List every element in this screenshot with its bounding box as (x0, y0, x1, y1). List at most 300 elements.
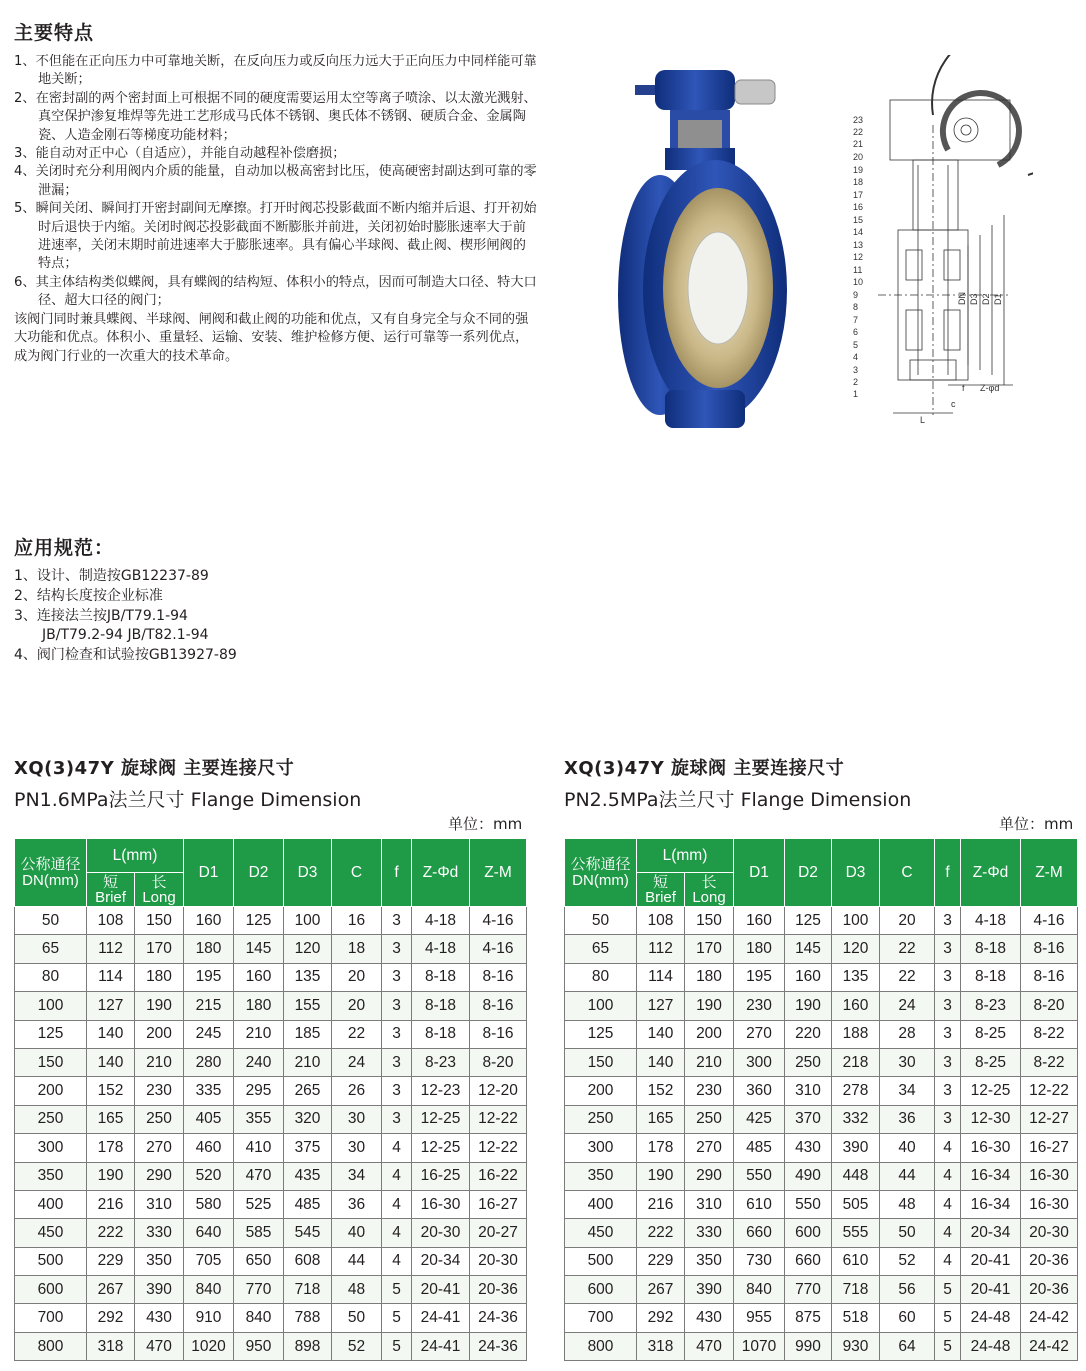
part-label: 21 (853, 139, 864, 149)
dim-label: L (920, 415, 926, 425)
table-cell: 718 (832, 1276, 880, 1304)
table-cell: 4-16 (1021, 907, 1078, 935)
table-cell: 8-18 (412, 963, 470, 991)
table-cell: 229 (87, 1247, 135, 1275)
table-row (15, 1020, 527, 1048)
table-cell: 8-18 (412, 1020, 470, 1048)
table-cell: 267 (87, 1276, 135, 1304)
table-cell: 600 (785, 1219, 832, 1247)
table-cell: 8-25 (961, 1048, 1021, 1076)
table-cell: 430 (685, 1304, 734, 1332)
table-cell: 450 (15, 1219, 87, 1247)
table-cell: 267 (637, 1276, 685, 1304)
table-cell: 310 (685, 1190, 734, 1218)
table-cell: 3 (382, 963, 412, 991)
table-cell: 120 (284, 935, 332, 963)
table-row (15, 1077, 527, 1105)
table-cell: 800 (565, 1332, 637, 1360)
table-cell: 270 (734, 1020, 785, 1048)
table-cell: 8-16 (470, 992, 527, 1020)
table-cell: 16-27 (1021, 1134, 1078, 1162)
table-cell: 425 (734, 1105, 785, 1133)
table-cell: 120 (832, 935, 880, 963)
dim-label: f (962, 383, 965, 393)
table-cell: 580 (184, 1190, 234, 1218)
table-cell: 875 (785, 1304, 832, 1332)
d3-header: D3 (832, 839, 880, 907)
table-cell: 350 (685, 1247, 734, 1275)
part-label: 22 (853, 127, 864, 137)
table-cell: 165 (87, 1105, 135, 1133)
table-cell: 20-30 (470, 1247, 527, 1275)
table-row (565, 1134, 1078, 1162)
table-cell: 8-23 (412, 1048, 470, 1076)
table-cell: 3 (382, 935, 412, 963)
table-cell: 16-34 (961, 1190, 1021, 1218)
table-cell: 660 (785, 1247, 832, 1275)
table-cell: 125 (234, 907, 284, 935)
c-header: C (880, 839, 935, 907)
table-cell: 4-16 (470, 935, 527, 963)
table-cell: 318 (637, 1332, 685, 1360)
table-cell: 1020 (184, 1332, 234, 1360)
part-label: 20 (853, 152, 864, 162)
long-header (135, 873, 184, 907)
table-row (565, 1020, 1078, 1048)
table1-title: XQ(3)47Y 旋球阀 主要连接尺寸 (14, 758, 295, 779)
table-cell: 610 (734, 1190, 785, 1218)
table-cell: 3 (935, 1020, 961, 1048)
table-cell: 390 (135, 1276, 184, 1304)
table-cell: 20-27 (470, 1219, 527, 1247)
table-cell: 140 (637, 1048, 685, 1076)
table-cell: 295 (234, 1077, 284, 1105)
table-cell: 400 (15, 1190, 87, 1218)
part-label: 6 (853, 327, 859, 337)
table-cell: 114 (87, 963, 135, 991)
table-cell: 4-18 (961, 907, 1021, 935)
table-cell: 20-30 (1021, 1219, 1078, 1247)
table-cell: 350 (565, 1162, 637, 1190)
feature-summary: 该阀门同时兼具蝶阀、半球阀、闸阀和截止阀的功能和优点，又有自身完全与众不同的强大功能和优点。体积小、重量轻、运输、安装、维护检修方便、运行可靠等一系列优点，成为阀门行业的一次重大的技术革命。 (14, 311, 529, 364)
table-cell: 500 (15, 1247, 87, 1275)
table-cell: 195 (734, 963, 785, 991)
table-cell: 16-34 (961, 1162, 1021, 1190)
table-cell: 20 (332, 992, 382, 1020)
table-cell: 3 (382, 1020, 412, 1048)
table-cell: 4 (382, 1219, 412, 1247)
table-cell: 12-25 (412, 1105, 470, 1133)
table-cell: 350 (15, 1162, 87, 1190)
table-cell: 34 (880, 1077, 935, 1105)
z-m-header: Z-M (1021, 839, 1078, 907)
table-cell: 180 (734, 935, 785, 963)
part-label: 7 (853, 315, 859, 325)
table-cell: 355 (234, 1105, 284, 1133)
part-label: 19 (853, 165, 864, 175)
feature-item: 3、能自动对正中心（自适应），并能自动越程补偿磨损； (14, 146, 346, 162)
c-header: C (332, 839, 382, 907)
table-cell: 910 (184, 1304, 234, 1332)
table-cell: 16 (332, 907, 382, 935)
table-cell: 16-25 (412, 1162, 470, 1190)
table-cell: 229 (637, 1247, 685, 1275)
table-cell: 200 (135, 1020, 184, 1048)
table-cell: 180 (234, 992, 284, 1020)
spec-item: 4、阀门检查和试验按GB13927-89 (14, 647, 237, 664)
features-title: 主要特点 (14, 22, 95, 44)
table-cell: 16-30 (1021, 1190, 1078, 1218)
flange-table-pn16 (14, 838, 527, 1361)
table-row (565, 1219, 1078, 1247)
table-cell: 8-16 (1021, 963, 1078, 991)
table-cell: 160 (734, 907, 785, 935)
valve-photo (600, 60, 800, 440)
table-cell: 8-18 (412, 992, 470, 1020)
table-cell: 5 (935, 1304, 961, 1332)
table-cell: 28 (880, 1020, 935, 1048)
table-cell: 155 (284, 992, 332, 1020)
table-cell: 24-42 (1021, 1304, 1078, 1332)
table-row (15, 1304, 527, 1332)
table-cell: 450 (565, 1219, 637, 1247)
table-cell: 12-30 (961, 1105, 1021, 1133)
table-cell: 4 (382, 1134, 412, 1162)
table-cell: 5 (935, 1276, 961, 1304)
feature-item: 1、不但能在正向压力中可靠地关断，在反向压力或反向压力远大于正向压力中同样能可靠地关断； (14, 54, 537, 88)
table-row (15, 1332, 527, 1360)
table-cell: 64 (880, 1332, 935, 1360)
part-label: 3 (853, 365, 859, 375)
table-row (565, 1247, 1078, 1275)
table-cell: 12-25 (412, 1134, 470, 1162)
table-cell: 24 (332, 1048, 382, 1076)
short-header-cn: 短 (652, 873, 668, 891)
table-cell: 330 (135, 1219, 184, 1247)
table-cell: 48 (332, 1276, 382, 1304)
short-header-en: Brief (95, 888, 126, 906)
table-cell: 30 (880, 1048, 935, 1076)
table-cell: 470 (685, 1332, 734, 1360)
table-cell: 240 (234, 1048, 284, 1076)
table-cell: 290 (685, 1162, 734, 1190)
table-cell: 145 (234, 935, 284, 963)
table-cell: 22 (332, 1020, 382, 1048)
part-label: 1 (853, 389, 859, 399)
table-cell: 140 (637, 1020, 685, 1048)
spec-title: 应用规范： (14, 537, 115, 559)
table-cell: 705 (184, 1247, 234, 1275)
table-cell: 700 (15, 1304, 87, 1332)
table-row (15, 1219, 527, 1247)
table-cell: 200 (565, 1077, 637, 1105)
table-cell: 700 (565, 1304, 637, 1332)
table-cell: 3 (935, 1077, 961, 1105)
table-cell: 390 (685, 1276, 734, 1304)
table-cell: 490 (785, 1162, 832, 1190)
table-cell: 525 (234, 1190, 284, 1218)
table-cell: 12-22 (470, 1134, 527, 1162)
table-cell: 180 (184, 935, 234, 963)
table-cell: 430 (135, 1304, 184, 1332)
table-cell: 218 (832, 1048, 880, 1076)
table-row (15, 1162, 527, 1190)
table-cell: 5 (935, 1332, 961, 1360)
l-header: L(mm) (637, 839, 734, 873)
table-cell: 320 (284, 1105, 332, 1133)
table-cell: 210 (234, 1020, 284, 1048)
table-cell: 3 (935, 907, 961, 935)
table-cell: 12-25 (961, 1077, 1021, 1105)
part-label: 2 (853, 377, 859, 387)
part-label: 15 (853, 215, 864, 225)
table-cell: 20-41 (961, 1276, 1021, 1304)
part-label: 12 (853, 252, 864, 262)
table-cell: 3 (382, 992, 412, 1020)
table-cell: 410 (234, 1134, 284, 1162)
table1-unit: 单位：mm (448, 815, 523, 833)
table-cell: 24-36 (470, 1304, 527, 1332)
table-row (15, 1048, 527, 1076)
table-cell: 292 (637, 1304, 685, 1332)
table-cell: 3 (382, 1105, 412, 1133)
table-cell: 485 (734, 1134, 785, 1162)
table-cell: 108 (637, 907, 685, 935)
table-cell: 112 (637, 935, 685, 963)
valve-drawing (848, 55, 1033, 430)
table-cell: 788 (284, 1304, 332, 1332)
table-row (565, 935, 1078, 963)
dn-header (15, 839, 87, 907)
table-body (565, 907, 1078, 1361)
table-cell: 8-16 (470, 963, 527, 991)
table-cell: 448 (832, 1162, 880, 1190)
table-cell: 898 (284, 1332, 332, 1360)
table-cell: 210 (135, 1048, 184, 1076)
table-cell: 150 (685, 907, 734, 935)
table-cell: 300 (15, 1134, 87, 1162)
f-header: f (382, 839, 412, 907)
part-label: 18 (853, 177, 864, 187)
short-header-cn: 短 (102, 873, 118, 891)
table-cell: 370 (785, 1105, 832, 1133)
table1-subtitle: PN1.6MPa法兰尺寸 Flange Dimension (14, 789, 362, 811)
table-cell: 112 (87, 935, 135, 963)
table-cell: 485 (284, 1190, 332, 1218)
table-cell: 8-18 (961, 935, 1021, 963)
table-cell: 400 (565, 1190, 637, 1218)
part-label: 16 (853, 202, 864, 212)
dim-label: D2 (981, 293, 991, 305)
table-cell: 840 (734, 1276, 785, 1304)
part-label: 23 (853, 115, 864, 125)
table-cell: 4 (382, 1190, 412, 1218)
table-cell: 190 (87, 1162, 135, 1190)
l-header: L(mm) (87, 839, 184, 873)
table-cell: 24 (880, 992, 935, 1020)
table-cell: 190 (637, 1162, 685, 1190)
table-cell: 12-23 (412, 1077, 470, 1105)
table-cell: 20-36 (470, 1276, 527, 1304)
z-d-header: Z-Φd (961, 839, 1021, 907)
table-cell: 12-22 (1021, 1077, 1078, 1105)
dn-header-cn: 公称通径 (20, 855, 81, 873)
table-cell: 26 (332, 1077, 382, 1105)
table-cell: 660 (734, 1219, 785, 1247)
part-label: 11 (853, 265, 863, 275)
table-cell: 50 (15, 907, 87, 935)
table-cell: 195 (184, 963, 234, 991)
dn-header-cn: 公称通径 (570, 855, 631, 873)
table-cell: 335 (184, 1077, 234, 1105)
dim-label: D3 (969, 293, 979, 305)
table-cell: 310 (135, 1190, 184, 1218)
feature-item: 4、关闭时充分利用阀内介质的能量，自动加以极高密封比压，使高硬密封副达到可靠的零泄漏； (14, 164, 537, 198)
table-cell: 4 (935, 1162, 961, 1190)
table-cell: 215 (184, 992, 234, 1020)
table-cell: 44 (880, 1162, 935, 1190)
table-cell: 16-27 (470, 1190, 527, 1218)
table-cell: 165 (637, 1105, 685, 1133)
table-cell: 600 (15, 1276, 87, 1304)
table-cell: 50 (565, 907, 637, 935)
table-cell: 60 (880, 1304, 935, 1332)
table-row (565, 963, 1078, 991)
table-row (15, 935, 527, 963)
table-cell: 16-30 (1021, 1162, 1078, 1190)
table-cell: 210 (685, 1048, 734, 1076)
table-cell: 100 (15, 992, 87, 1020)
dn-header (565, 839, 637, 907)
table-cell: 8-20 (470, 1048, 527, 1076)
table-cell: 770 (785, 1276, 832, 1304)
table-cell: 108 (87, 907, 135, 935)
part-label: 17 (853, 190, 864, 200)
spec-list (14, 567, 414, 666)
table-cell: 20-30 (412, 1219, 470, 1247)
table-cell: 114 (637, 963, 685, 991)
table-cell: 375 (284, 1134, 332, 1162)
table-cell: 180 (685, 963, 734, 991)
table-cell: 5 (382, 1332, 412, 1360)
table-cell: 20-34 (961, 1219, 1021, 1247)
table-cell: 150 (135, 907, 184, 935)
table-cell: 550 (785, 1190, 832, 1218)
table-cell: 3 (935, 963, 961, 991)
table-row (15, 1247, 527, 1275)
table-cell: 500 (565, 1247, 637, 1275)
table-cell: 80 (565, 963, 637, 991)
table-cell: 178 (87, 1134, 135, 1162)
flange-table-pn25 (564, 838, 1078, 1361)
table-cell: 955 (734, 1304, 785, 1332)
table-cell: 585 (234, 1219, 284, 1247)
table-row (565, 1190, 1078, 1218)
table-cell: 718 (284, 1276, 332, 1304)
spec-item: JB/T79.2-94 JB/T82.1-94 (42, 627, 209, 644)
table-cell: 16-30 (412, 1190, 470, 1218)
table-cell: 24-42 (1021, 1332, 1078, 1360)
table-cell: 222 (87, 1219, 135, 1247)
table-cell: 127 (87, 992, 135, 1020)
table-cell: 332 (832, 1105, 880, 1133)
table-cell: 390 (832, 1134, 880, 1162)
table-cell: 230 (685, 1077, 734, 1105)
table-cell: 36 (880, 1105, 935, 1133)
part-label: 5 (853, 340, 859, 350)
part-label: 8 (853, 302, 859, 312)
table-cell: 40 (332, 1219, 382, 1247)
table-cell: 4 (935, 1219, 961, 1247)
table-row (15, 1190, 527, 1218)
table-cell: 160 (785, 963, 832, 991)
table-cell: 12-20 (470, 1077, 527, 1105)
table-cell: 80 (15, 963, 87, 991)
table-row (565, 1276, 1078, 1304)
table-cell: 36 (332, 1190, 382, 1218)
table-cell: 4 (935, 1247, 961, 1275)
d2-header: D2 (785, 839, 832, 907)
table-cell: 18 (332, 935, 382, 963)
table-cell: 650 (234, 1247, 284, 1275)
table-cell: 245 (184, 1020, 234, 1048)
short-header (87, 873, 135, 907)
table-cell: 5 (382, 1304, 412, 1332)
table-cell: 930 (832, 1332, 880, 1360)
table-cell: 800 (15, 1332, 87, 1360)
table-cell: 16-22 (470, 1162, 527, 1190)
table-cell: 220 (785, 1020, 832, 1048)
table-cell: 360 (734, 1077, 785, 1105)
table2-title: XQ(3)47Y 旋球阀 主要连接尺寸 (564, 758, 845, 779)
table-cell: 140 (87, 1048, 135, 1076)
dim-label: c (951, 399, 956, 409)
f-header: f (935, 839, 961, 907)
table-cell: 460 (184, 1134, 234, 1162)
table-cell: 278 (832, 1077, 880, 1105)
table-cell: 405 (184, 1105, 234, 1133)
z-d-header: Z-Φd (412, 839, 470, 907)
table-cell: 640 (184, 1219, 234, 1247)
table-cell: 200 (685, 1020, 734, 1048)
table-cell: 125 (15, 1020, 87, 1048)
table-cell: 290 (135, 1162, 184, 1190)
table-cell: 8-25 (961, 1020, 1021, 1048)
table-row (565, 1304, 1078, 1332)
part-label: 10 (853, 277, 864, 287)
table-cell: 318 (87, 1332, 135, 1360)
table-cell: 135 (832, 963, 880, 991)
table-cell: 280 (184, 1048, 234, 1076)
table-row (565, 1162, 1078, 1190)
table-cell: 125 (785, 907, 832, 935)
long-header-cn: 长 (701, 873, 717, 891)
table-cell: 40 (880, 1134, 935, 1162)
table-cell: 4-18 (412, 935, 470, 963)
table-cell: 65 (565, 935, 637, 963)
table-cell: 230 (135, 1077, 184, 1105)
table-cell: 127 (637, 992, 685, 1020)
part-label: 14 (853, 227, 864, 237)
table-cell: 518 (832, 1304, 880, 1332)
table-row (565, 1332, 1078, 1360)
table-cell: 30 (332, 1134, 382, 1162)
table-cell: 270 (135, 1134, 184, 1162)
dim-label: Z-φd (980, 383, 1000, 393)
z-m-header: Z-M (470, 839, 527, 907)
table-cell: 50 (880, 1219, 935, 1247)
table-cell: 8-18 (961, 963, 1021, 991)
